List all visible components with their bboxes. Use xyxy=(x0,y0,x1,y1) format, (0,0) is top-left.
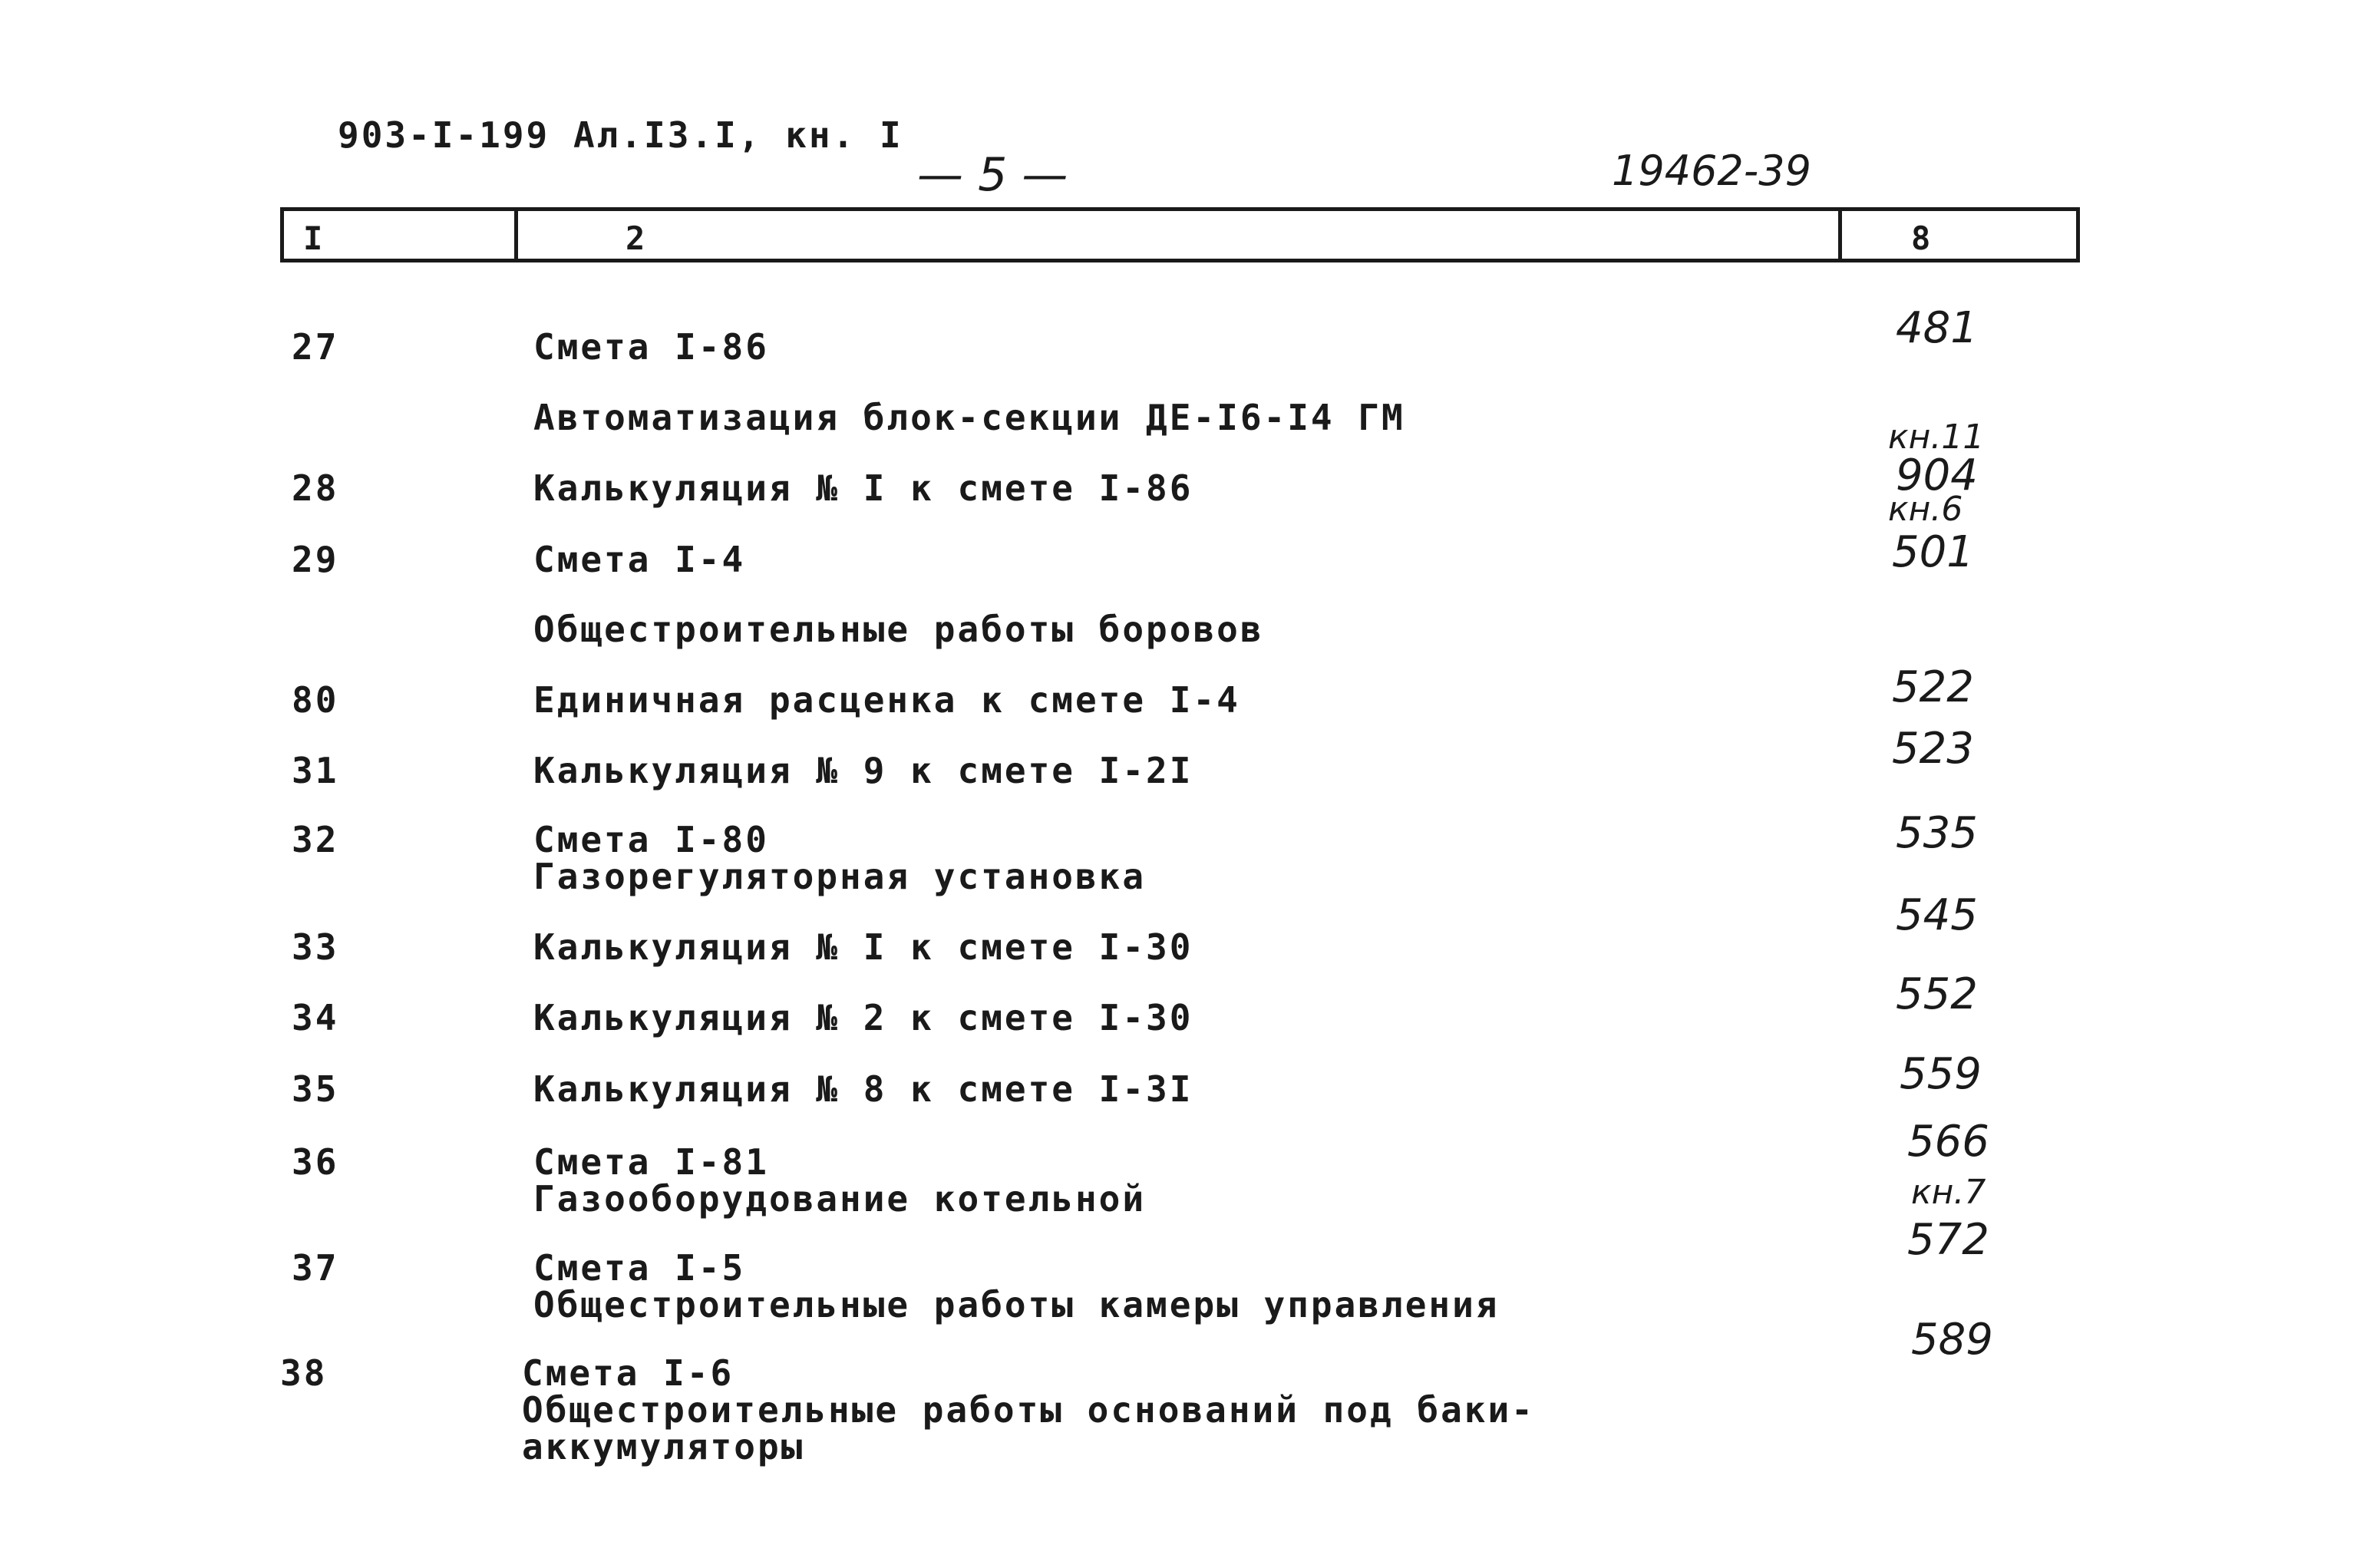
archive-number: 19462-39 xyxy=(1612,147,1811,195)
row-page: 559 xyxy=(1900,1049,1982,1099)
row-description: Калькуляция № 9 к смете I-2I xyxy=(533,750,1193,791)
row-number: 33 xyxy=(292,926,339,968)
row-number: 35 xyxy=(292,1068,339,1110)
row-page: 904 xyxy=(1896,451,1978,500)
row-page: 522 xyxy=(1892,662,1974,712)
row-description: Смета I-4 xyxy=(533,539,746,580)
column-divider xyxy=(514,211,518,259)
row-description: Калькуляция № I к смете I-30 xyxy=(533,926,1193,968)
row-description: Единичная расценка к смете I-4 xyxy=(533,679,1240,721)
section-heading: Общестроительные работы боровов xyxy=(533,609,1264,650)
row-number: 38 xyxy=(280,1352,328,1394)
row-number: 29 xyxy=(292,539,339,580)
row-number: 36 xyxy=(292,1141,339,1183)
section-heading: Автоматизация блок-секции ДЕ-I6-I4 ГМ xyxy=(533,397,1405,438)
row-number: 80 xyxy=(292,679,339,721)
row-description: Калькуляция № 8 к смете I-3I xyxy=(533,1068,1193,1110)
row-description: Калькуляция № I к смете I-86 xyxy=(533,467,1193,509)
row-number: 31 xyxy=(292,750,339,791)
table-header xyxy=(280,207,2080,262)
row-number: 37 xyxy=(292,1247,339,1289)
column-divider xyxy=(1838,211,1842,259)
document-code: 903-I-199 Ал.I3.I, кн. I xyxy=(338,114,903,156)
row-description: Смета I-80 xyxy=(533,819,769,860)
row-description: Смета I-86 xyxy=(533,326,769,368)
row-page: 552 xyxy=(1896,969,1978,1019)
column-header-1: I xyxy=(303,220,323,257)
row-description: Смета I-81 xyxy=(533,1141,769,1183)
column-header-2: 2 xyxy=(626,220,645,257)
volume-note: кн.6 xyxy=(1888,490,1963,529)
volume-note: кн.11 xyxy=(1888,418,1985,457)
row-number: 28 xyxy=(292,467,339,509)
row-page: 545 xyxy=(1896,890,1978,940)
row-page: 535 xyxy=(1896,808,1978,858)
row-description-continued: Общестроительные работы камеры управления xyxy=(533,1284,1500,1325)
row-description-continued: аккумуляторы xyxy=(522,1426,805,1467)
row-page: 589 xyxy=(1911,1315,1993,1365)
row-description: Смета I-5 xyxy=(533,1247,746,1289)
page-number: — 5 — xyxy=(917,148,1068,202)
row-number: 34 xyxy=(292,997,339,1038)
row-description-continued: Газорегуляторная установка xyxy=(533,856,1147,897)
row-page: 481 xyxy=(1896,303,1978,353)
row-description: Смета I-6 xyxy=(522,1352,734,1394)
row-description-continued: Общестроительные работы оснований под баки- xyxy=(522,1389,1535,1431)
row-page: 523 xyxy=(1892,724,1974,774)
volume-note: кн.7 xyxy=(1911,1173,1986,1212)
column-header-3: 8 xyxy=(1911,220,1931,257)
row-page: 501 xyxy=(1892,527,1974,577)
row-page: 572 xyxy=(1907,1215,1989,1265)
row-description-continued: Газооборудование котельной xyxy=(533,1178,1147,1220)
row-number: 32 xyxy=(292,819,339,860)
row-number: 27 xyxy=(292,326,339,368)
row-description: Калькуляция № 2 к смете I-30 xyxy=(533,997,1193,1038)
row-page: 566 xyxy=(1907,1117,1989,1167)
